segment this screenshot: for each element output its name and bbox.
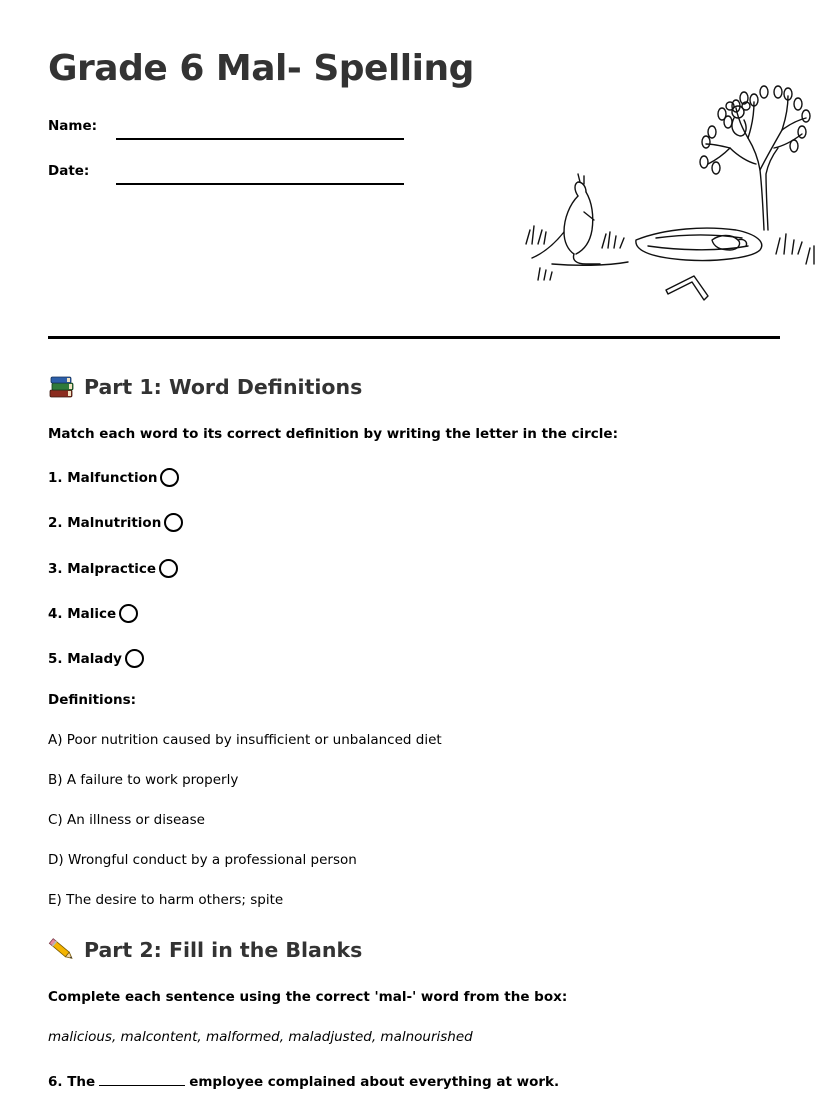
definition-d: D) Wrongful conduct by a professional person [48, 852, 357, 868]
name-line[interactable] [116, 138, 404, 140]
definition-b: B) A failure to work properly [48, 772, 239, 788]
part2-title [48, 937, 362, 963]
answer-circle-2[interactable] [164, 513, 183, 532]
answer-circle-3[interactable] [159, 559, 178, 578]
match-item-5 [48, 649, 144, 668]
word-box: malicious, malcontent, malformed, maladjusted, malnourished [48, 1029, 473, 1045]
match-word: 5. Malady [48, 650, 122, 667]
name-label: Name: [48, 118, 98, 134]
part2-instruction: Complete each sentence using the correct 'mal-' word from the box: [48, 989, 568, 1005]
part1-instruction: Match each word to its correct definition by writing the letter in the circle: [48, 426, 618, 442]
date-line[interactable] [116, 183, 404, 185]
definitions-label: Definitions: [48, 692, 137, 708]
match-item-2 [48, 513, 183, 532]
answer-circle-1[interactable] [160, 468, 179, 487]
sentence-6 [48, 1073, 559, 1090]
date-field [48, 163, 408, 193]
pencil-icon [48, 937, 76, 963]
definition-e: E) The desire to harm others; spite [48, 892, 284, 908]
section-divider [48, 336, 780, 339]
match-word: 1. Malfunction [48, 469, 158, 486]
sentence-start: 6. The [48, 1074, 96, 1090]
match-word: 4. Malice [48, 605, 117, 622]
outback-scene-with-kangaroo-koala-tree-icon [516, 78, 826, 306]
date-label: Date: [48, 163, 90, 179]
sentence-end: employee complained about everything at work. [189, 1074, 560, 1090]
part1-title-text: Part 1: Word Definitions [84, 375, 363, 399]
page-title: Grade 6 Mal- Spelling [48, 48, 474, 89]
answer-circle-5[interactable] [125, 649, 144, 668]
definition-a: A) Poor nutrition caused by insufficient or unbalanced diet [48, 732, 442, 748]
match-item-4 [48, 604, 138, 623]
match-word: 2. Malnutrition [48, 514, 162, 531]
part2-title-text: Part 2: Fill in the Blanks [84, 938, 363, 962]
definition-c: C) An illness or disease [48, 812, 205, 828]
match-item-1 [48, 468, 179, 487]
answer-circle-4[interactable] [119, 604, 138, 623]
books-icon [48, 374, 76, 400]
part1-title [48, 374, 362, 400]
match-word: 3. Malpractice [48, 560, 157, 577]
name-field [48, 118, 408, 148]
match-item-3 [48, 559, 178, 578]
answer-blank-6[interactable] [99, 1073, 185, 1086]
worksheet-page [48, 0, 780, 1118]
